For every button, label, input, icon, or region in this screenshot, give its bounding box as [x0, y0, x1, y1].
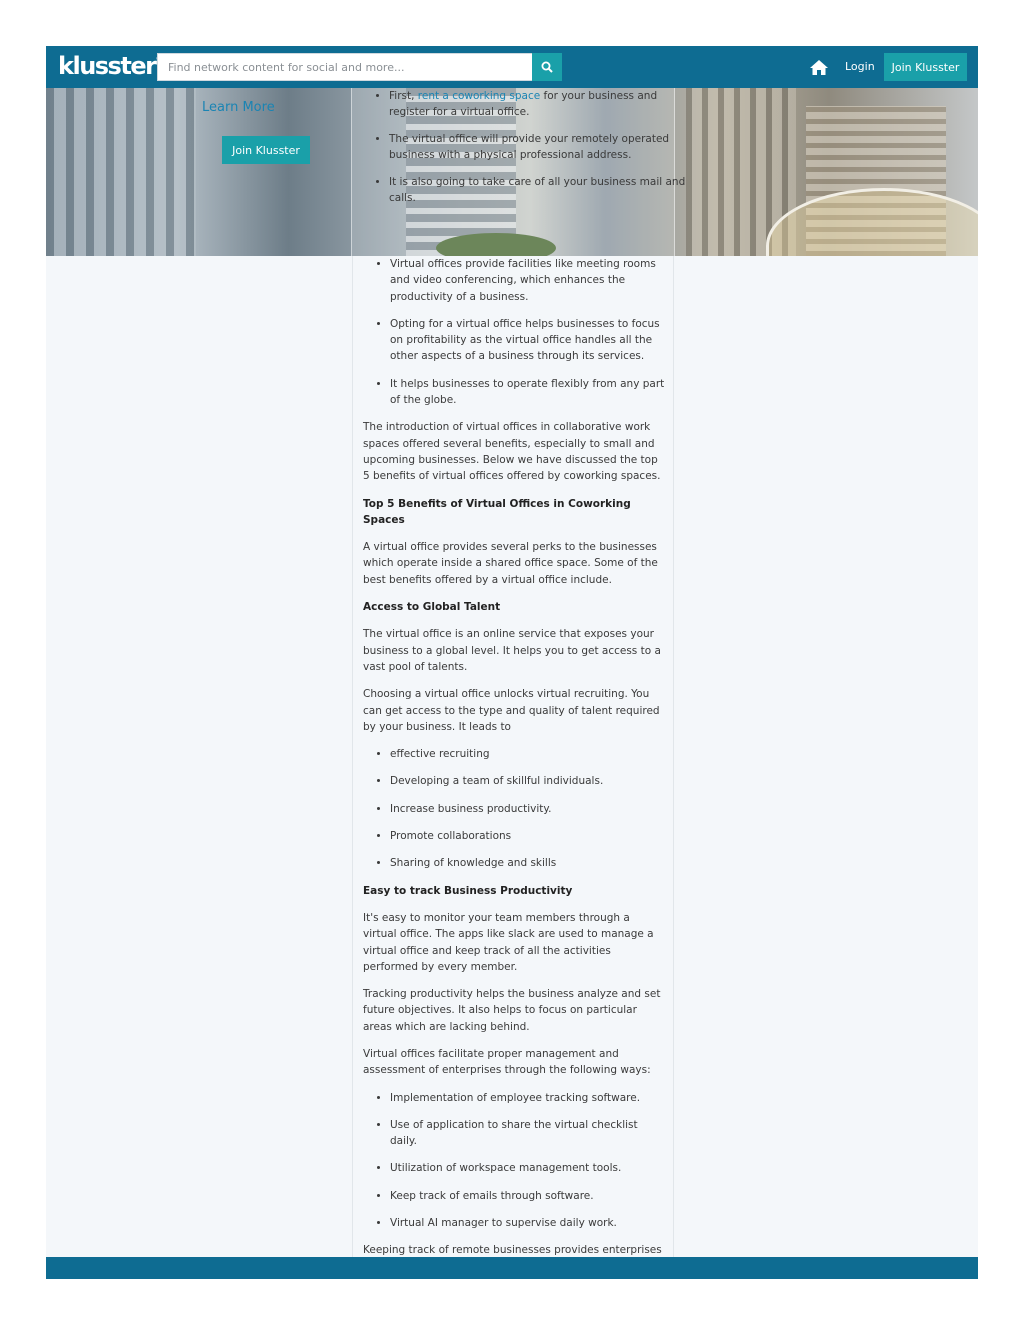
benefits-list — [363, 256, 665, 408]
list-item: • Increase business productivity. — [390, 801, 665, 817]
top-navigation-bar — [46, 46, 978, 88]
article-column — [352, 256, 674, 1279]
section-heading: Easy to track Business Productivity — [363, 884, 573, 897]
paragraph: A virtual office provides several perks to the businesses which operate inside a shared office space. Some of the best benefits offered by a virtual office include. — [363, 541, 658, 586]
list-item: • Sharing of knowledge and skills — [390, 855, 665, 871]
home-icon[interactable] — [809, 59, 829, 76]
section-heading: Top 5 Benefits of Virtual Offices in Coworking Spaces — [363, 497, 631, 526]
learn-more-link[interactable]: Learn More — [202, 100, 275, 115]
list-item: • Promote collaborations — [390, 828, 665, 844]
list-item: • Virtual offices provide facilities like meeting rooms and video conferencing, which enhances the productivity of a business. — [390, 256, 665, 305]
join-klusster-button[interactable]: Join Klusster — [884, 53, 967, 81]
list-item: • Implementation of employee tracking software. — [390, 1090, 665, 1106]
article-body — [363, 256, 665, 1279]
list-item: • First, rent a coworking space for your business and register for a virtual office. — [389, 88, 689, 120]
hero-banner — [46, 88, 978, 256]
list-item: • Developing a team of skillful individuals. — [390, 773, 665, 789]
search-button[interactable] — [532, 53, 562, 81]
list-item: • Keep track of emails through software. — [390, 1188, 665, 1204]
paragraph: The introduction of virtual offices in collaborative work spaces offered several benefits, especially to small and upcoming businesses. Below we have discussed the top 5 benefits of virtual offices offered by coworking spaces. — [363, 421, 661, 483]
klusster-logo[interactable]: klusster — [58, 52, 156, 80]
paragraph: Choosing a virtual office unlocks virtual recruiting. You can get access to the type and quality of talent required by your business. It leads to — [363, 688, 660, 733]
footer-bar — [46, 1257, 978, 1279]
list-item: • Virtual AI manager to supervise daily work. — [390, 1215, 665, 1231]
login-link[interactable]: Login — [845, 60, 875, 73]
search-input[interactable] — [157, 53, 541, 81]
paragraph: Tracking productivity helps the business analyze and set future objectives. It also helps to focus on particular areas which are lacking behind. — [363, 988, 661, 1033]
paragraph: It's easy to monitor your team members through a virtual office. The apps like slack are used to manage a virtual office and keep track of all the activities performed by every member. — [363, 911, 654, 973]
paragraph: The virtual office is an online service that exposes your business to a global level. It helps you to get access to a vast pool of talents. — [363, 628, 661, 673]
list-item: • The virtual office will provide your remotely operated business with a physical professional address. — [389, 131, 689, 163]
page-frame — [46, 46, 978, 1279]
hero-join-klusster-button[interactable]: Join Klusster — [222, 136, 310, 164]
global-talent-list — [363, 746, 665, 871]
paragraph: Keeping track of remote businesses provides enterprises — [363, 1244, 662, 1257]
list-item: • It helps businesses to operate flexibly from any part of the globe. — [390, 376, 665, 409]
coworking-space-link[interactable]: rent a coworking space — [417, 90, 541, 102]
paragraph: Virtual offices facilitate proper management and assessment of enterprises through the following ways: — [363, 1047, 651, 1077]
list-item: • Opting for a virtual office helps businesses to focus on profitability as the virtual office handles all the other aspects of a business through its services. — [390, 316, 665, 365]
tracking-list — [363, 1090, 665, 1232]
list-item: • Use of application to share the virtual checklist daily. — [390, 1117, 665, 1150]
hero-bullet-list — [363, 88, 689, 217]
section-heading: Access to Global Talent — [363, 601, 501, 614]
list-item: • effective recruiting — [390, 746, 665, 762]
list-item: • It is also going to take care of all your business mail and calls. — [389, 174, 689, 206]
search-icon — [541, 61, 553, 73]
list-item: • Utilization of workspace management tools. — [390, 1160, 665, 1176]
